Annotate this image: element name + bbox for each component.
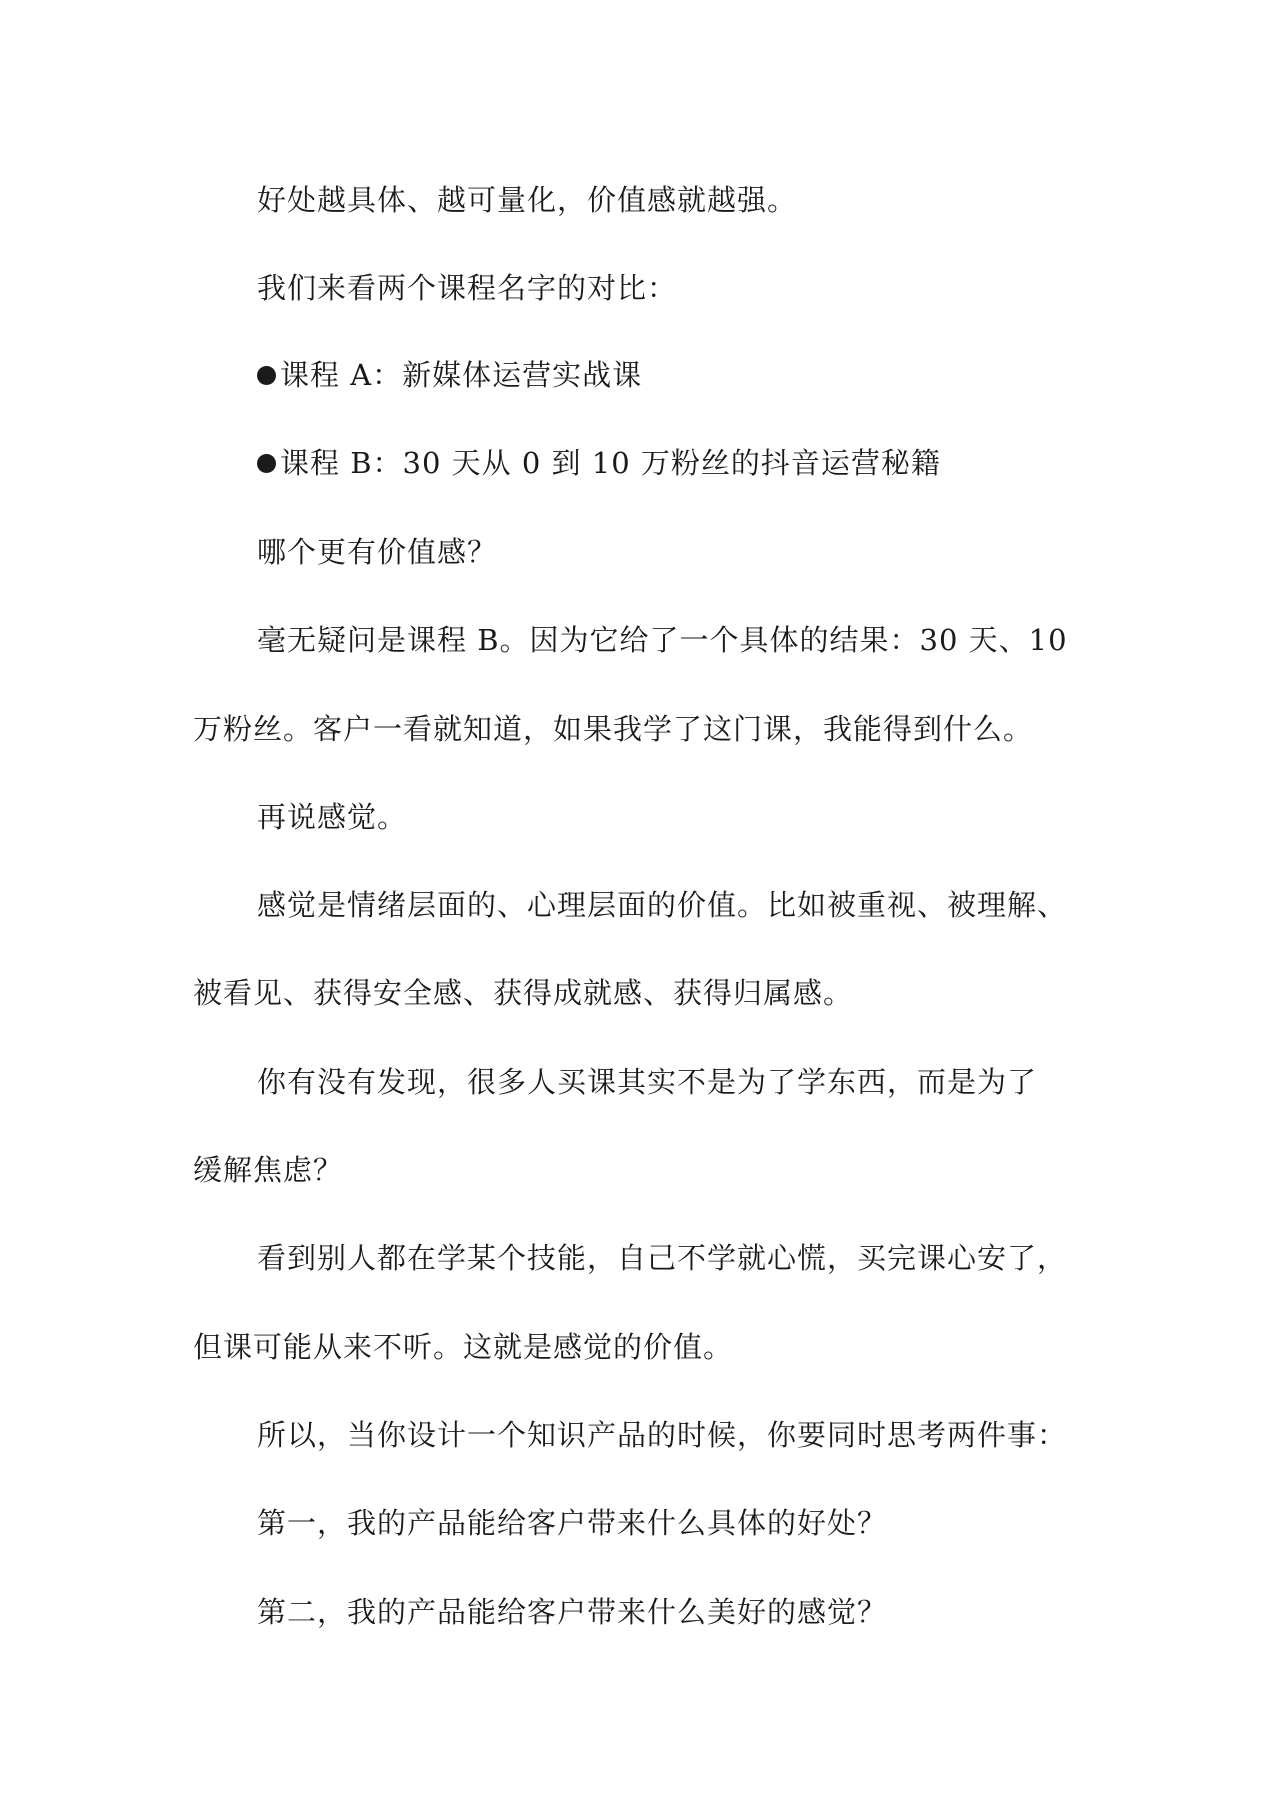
paragraph-line: 被看见、获得安全感、获得成就感、获得归属感。 — [193, 976, 854, 1010]
paragraph-line: 我们来看两个课程名字的对比： — [257, 271, 678, 305]
paragraph-line: 但课可能从来不听。这就是感觉的价值。 — [193, 1330, 734, 1364]
paragraph-line: 所以，当你设计一个知识产品的时候，你要同时思考两件事： — [257, 1418, 1068, 1452]
bullet-item-course-a — [257, 355, 1157, 395]
bullet-item-course-b — [257, 443, 1157, 483]
paragraph-line: 第二，我的产品能给客户带来什么美好的感觉？ — [257, 1595, 888, 1629]
paragraph-line: 缓解焦虑？ — [193, 1153, 344, 1187]
paragraph-line: 再说感觉。 — [257, 800, 408, 834]
bullet-icon — [257, 366, 276, 385]
paragraph-line: 第一，我的产品能给客户带来什么具体的好处？ — [257, 1506, 888, 1540]
paragraph-line: 感觉是情绪层面的、心理层面的价值。比如被重视、被理解、 — [257, 888, 1068, 922]
paragraph-line: 哪个更有价值感？ — [257, 535, 498, 569]
bullet-icon — [257, 454, 276, 473]
paragraph-line: 看到别人都在学某个技能，自己不学就心慌，买完课心安了， — [257, 1241, 1068, 1275]
paragraph-line: 毫无疑问是课程 B。因为它给了一个具体的结果：30 天、10 — [257, 623, 1068, 657]
bullet-text: 课程 B：30 天从 0 到 10 万粉丝的抖音运营秘籍 — [280, 446, 941, 480]
paragraph-line: 你有没有发现，很多人买课其实不是为了学东西，而是为了 — [257, 1065, 1038, 1099]
bullet-text: 课程 A：新媒体运营实战课 — [280, 358, 643, 392]
paragraph-line: 万粉丝。客户一看就知道，如果我学了这门课，我能得到什么。 — [193, 712, 1034, 746]
paragraph-line: 好处越具体、越可量化，价值感就越强。 — [257, 183, 798, 217]
